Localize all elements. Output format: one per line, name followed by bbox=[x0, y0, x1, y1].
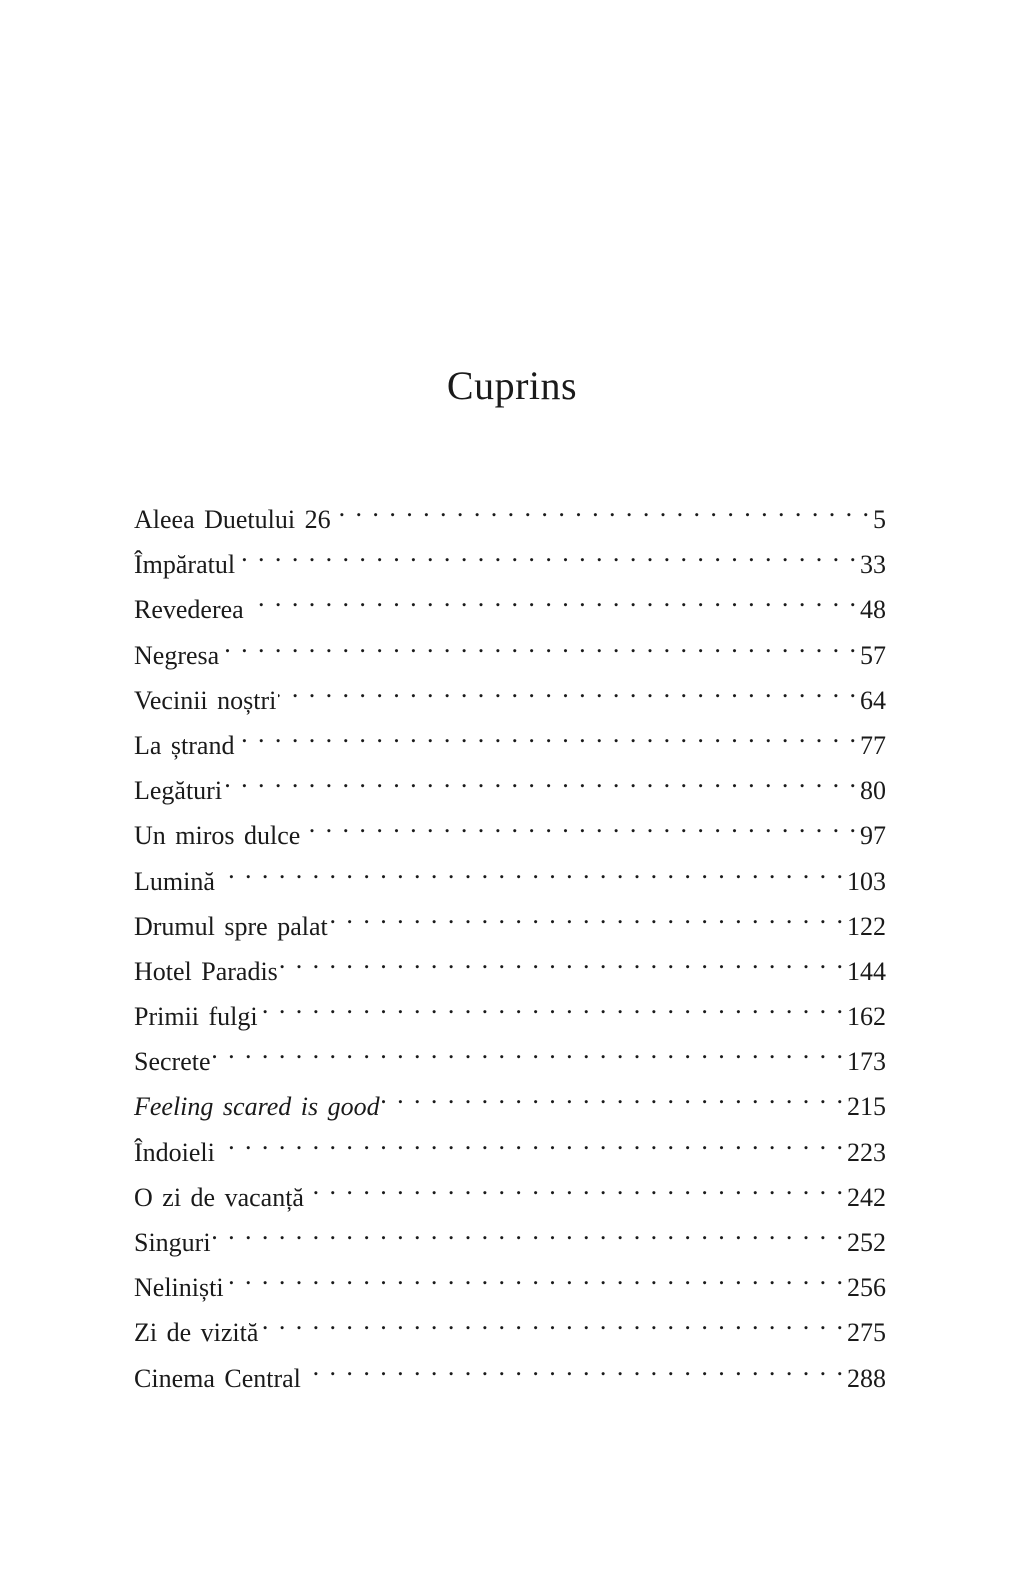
toc-entry-title: La ștrand bbox=[134, 730, 235, 760]
dot-leader bbox=[333, 488, 871, 528]
toc-entry bbox=[134, 624, 886, 669]
dot-leader bbox=[213, 1211, 845, 1251]
toc-entry bbox=[134, 1211, 886, 1256]
toc-entry-page: 57 bbox=[860, 640, 886, 670]
toc-entry bbox=[134, 488, 886, 533]
dot-leader bbox=[217, 1121, 845, 1161]
dot-leader bbox=[236, 714, 858, 754]
toc-entry-page: 103 bbox=[847, 866, 886, 896]
toc-entry-title: Lumină bbox=[134, 866, 215, 896]
toc-entry bbox=[134, 533, 886, 578]
toc-entry-page: 33 bbox=[860, 550, 886, 580]
toc-entry-page: 122 bbox=[847, 911, 886, 941]
dot-leader bbox=[213, 1030, 845, 1070]
table-of-contents bbox=[134, 488, 886, 1392]
toc-entry-title: Aleea Duetului 26 bbox=[134, 505, 331, 534]
toc-entry bbox=[134, 1166, 886, 1211]
toc-entry-title: Negresa bbox=[134, 640, 220, 670]
dot-leader bbox=[302, 804, 858, 844]
dot-leader bbox=[246, 578, 858, 618]
dot-leader bbox=[217, 850, 845, 890]
toc-entry-page: 80 bbox=[860, 776, 886, 806]
toc-entry bbox=[134, 1256, 886, 1301]
toc-entry-page: 48 bbox=[860, 595, 886, 625]
toc-entry-page: 242 bbox=[847, 1182, 886, 1212]
toc-entry-title: Hotel Paradis bbox=[134, 956, 278, 986]
toc-entry-page: 64 bbox=[860, 685, 886, 715]
toc-entry-title: Vecinii noștri bbox=[134, 685, 277, 715]
dot-leader bbox=[330, 895, 845, 935]
toc-entry bbox=[134, 578, 886, 623]
toc-entry-page: 162 bbox=[847, 1002, 886, 1032]
toc-entry-page: 256 bbox=[847, 1273, 886, 1303]
dot-leader bbox=[260, 985, 845, 1025]
toc-entry-page: 223 bbox=[847, 1137, 886, 1167]
toc-entry-title: Cinema Central bbox=[134, 1363, 301, 1393]
dot-leader bbox=[382, 1075, 845, 1115]
toc-entry-title: Îndoieli bbox=[134, 1137, 215, 1167]
page-title: Cuprins bbox=[446, 363, 578, 408]
toc-entry-title: Împăratul bbox=[134, 550, 236, 580]
dot-leader bbox=[224, 759, 858, 799]
toc-entry-page: 275 bbox=[847, 1318, 886, 1348]
toc-entry-page: 288 bbox=[847, 1363, 886, 1393]
toc-entry-title: O zi de vacanță bbox=[134, 1182, 304, 1212]
toc-entry-page: 5 bbox=[873, 505, 886, 534]
toc-entry-title: Legături bbox=[134, 776, 223, 806]
dot-leader bbox=[237, 533, 858, 573]
toc-entry bbox=[134, 895, 886, 940]
toc-entry-title: Primii fulgi bbox=[134, 1002, 258, 1032]
toc-entry-page: 77 bbox=[860, 730, 886, 760]
toc-entry-title: Un miros dulce bbox=[134, 821, 301, 851]
dot-leader bbox=[278, 669, 858, 709]
toc-entry-title: Neliniști bbox=[134, 1273, 224, 1303]
toc-entry bbox=[134, 850, 886, 895]
dot-leader bbox=[306, 1166, 845, 1206]
toc-entry bbox=[134, 714, 886, 759]
toc-entry-page: 144 bbox=[847, 956, 886, 986]
toc-entry-title: Drumul spre palat bbox=[134, 911, 328, 941]
dot-leader bbox=[260, 1301, 845, 1341]
dot-leader bbox=[303, 1347, 845, 1387]
toc-entry bbox=[134, 1030, 886, 1075]
toc-entry bbox=[134, 669, 886, 714]
toc-entry-title: Feeling scared is good bbox=[134, 1092, 380, 1122]
toc-entry bbox=[134, 1301, 886, 1346]
toc-entry-title: Revederea bbox=[134, 595, 244, 625]
toc-entry-page: 215 bbox=[847, 1092, 886, 1122]
toc-entry bbox=[134, 1121, 886, 1166]
toc-entry-page: 173 bbox=[847, 1047, 886, 1077]
dot-leader bbox=[226, 1256, 845, 1296]
toc-entry bbox=[134, 1075, 886, 1120]
toc-entry-title: Secrete bbox=[134, 1047, 211, 1077]
toc-entry bbox=[134, 804, 886, 849]
dot-leader bbox=[280, 940, 845, 980]
toc-entry-title: Zi de vizită bbox=[134, 1318, 259, 1348]
toc-entry-title: Singuri bbox=[134, 1228, 211, 1257]
toc-entry-page: 252 bbox=[847, 1228, 886, 1257]
toc-entry-page: 97 bbox=[860, 821, 886, 851]
toc-entry bbox=[134, 759, 886, 804]
dot-leader bbox=[221, 624, 858, 664]
